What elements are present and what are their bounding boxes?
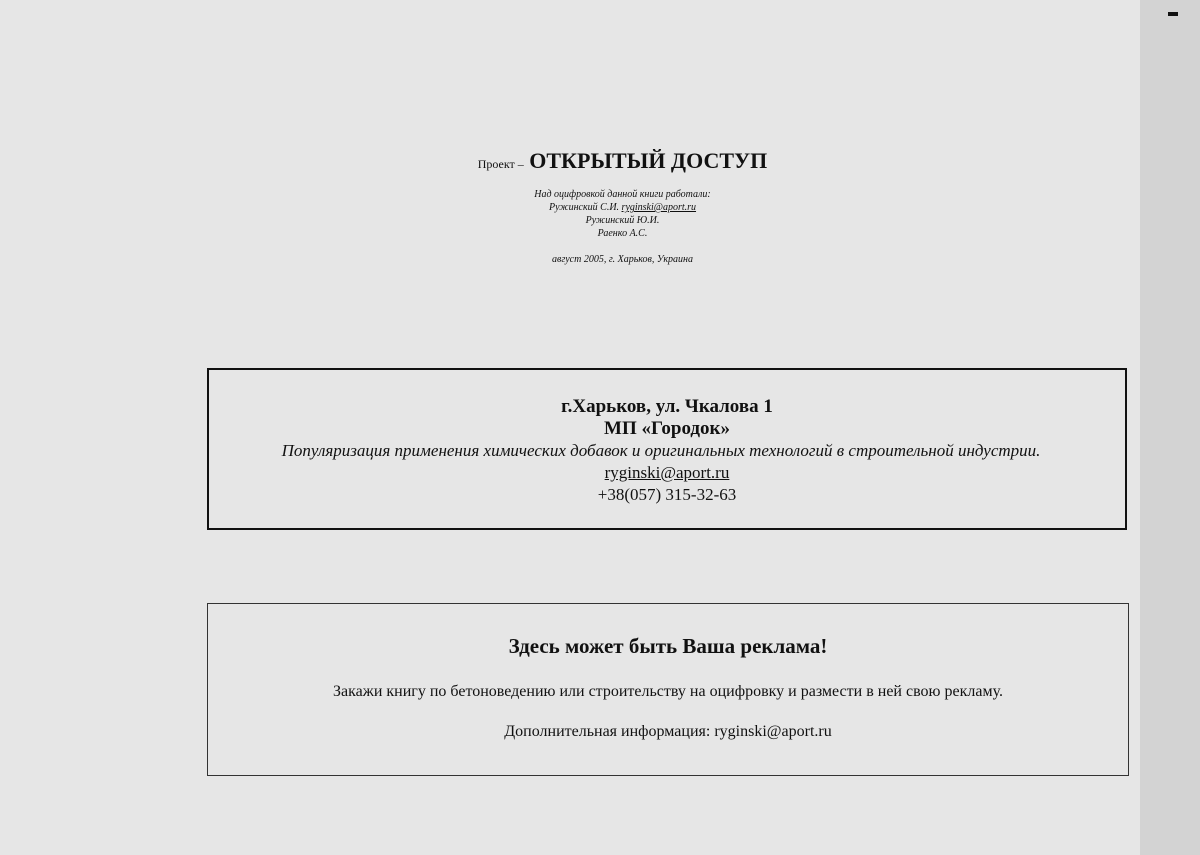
scan-edge-strip (1140, 0, 1200, 855)
project-header (0, 148, 1200, 265)
project-prefix: Проект – (477, 157, 524, 171)
contact-organization: МП «Городок» (604, 418, 730, 439)
contact-email-link[interactable]: ryginski@aport.ru (604, 463, 730, 482)
contact-box (207, 368, 1127, 530)
ad-box (207, 603, 1129, 776)
ad-headline: Здесь может быть Ваша реклама! (508, 634, 828, 658)
ad-info-text: Дополнительная информация: ryginski@aport.ru (504, 723, 832, 740)
date-place: август 2005, г. Харьков, Украина (551, 254, 694, 265)
contact-address: г.Харьков, ул. Чкалова 1 (561, 396, 773, 417)
contact-phone: +38(057) 315-32-63 (597, 485, 737, 504)
credit-line-1 (0, 201, 1200, 214)
ad-offer-text: Закажи книгу по бетоноведению или строительству на оцифровку и размести в ней свою рекламу. (333, 683, 1003, 700)
project-title-line (0, 148, 1200, 174)
credit1-email-link[interactable]: ryginski@aport.ru (621, 202, 697, 213)
credits-block (0, 188, 1200, 240)
contact-description: Популяризация применения химических добавок и оригинальных технологий в строительной индустрии. (281, 441, 1041, 460)
credit1-name: Ружинский С.И. (548, 202, 620, 213)
project-title: ОТКРЫТЫЙ ДОСТУП (529, 148, 768, 173)
credit-line-2: Ружинский Ю.И. (585, 215, 660, 226)
scan-mark (1168, 12, 1178, 16)
credit-line-3: Раенко А.С. (597, 228, 648, 239)
credits-intro: Над оцифровкой данной книги работали: (534, 189, 711, 200)
